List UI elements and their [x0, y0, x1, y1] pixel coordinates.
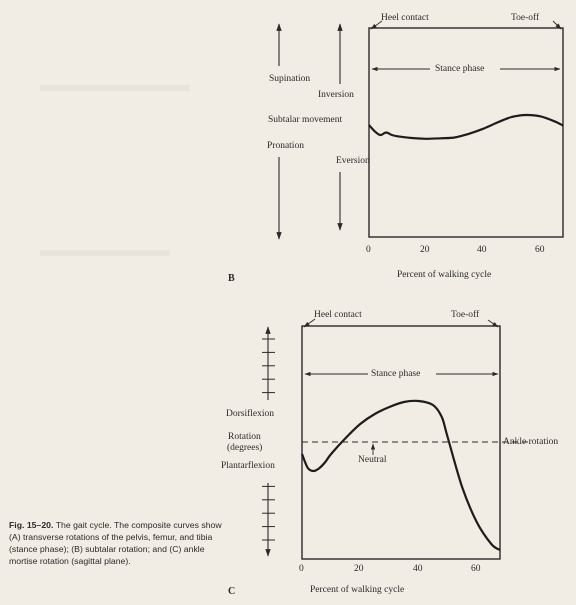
panel-b-heel-contact-label: Heel contact — [381, 13, 429, 23]
panel-c-x-axis-label: Percent of walking cycle — [310, 585, 405, 595]
panel-c-degrees-label: (degrees) — [227, 443, 263, 453]
panel-c-tick-40: 40 — [413, 564, 423, 574]
panel-b-tick-60: 60 — [535, 245, 545, 255]
panel-c-frame — [302, 326, 500, 559]
panel-b-tick-40: 40 — [477, 245, 487, 255]
panel-c-heel-contact-label: Heel contact — [314, 310, 362, 320]
panel-c-toe-off-label: Toe-off — [451, 310, 480, 320]
panel-c-dorsiflexion-label: Dorsiflexion — [226, 409, 275, 419]
panel-c-tick-20: 20 — [354, 564, 364, 574]
panel-b-frame — [369, 28, 563, 237]
panel-b-x-axis-label: Percent of walking cycle — [397, 270, 492, 280]
panel-c-rotation-label: Rotation — [228, 432, 261, 442]
figure-caption-body: The gait cycle. The composite curves show (A) transverse rotations of the pelvis, femur, and tibia (stance phase); (B) subtalar rotation; and (C) ankle mortise rotation (sagittal plane). — [9, 520, 222, 566]
panel-b-subtalar-movement-label: Subtalar movement — [268, 115, 343, 125]
panel-b-inversion-label: Inversion — [318, 90, 354, 100]
panel-b-subtalar-curve — [369, 115, 563, 139]
bleed-through — [40, 85, 190, 256]
panel-c-neutral-label: Neutral — [358, 455, 387, 465]
panel-c-ankle-rotation-label: Ankle rotation — [503, 437, 559, 447]
panel-b-stance-phase-label: Stance phase — [435, 64, 485, 74]
panel-c-tick-60: 60 — [471, 564, 481, 574]
figure-caption — [9, 519, 231, 567]
panel-b-pronation-label: Pronation — [267, 141, 304, 151]
panel-c-stance-phase-label: Stance phase — [371, 369, 421, 379]
panel-b-eversion-label: Eversion — [336, 156, 370, 166]
figure-caption-label: Fig. 15–20. — [9, 520, 54, 530]
panel-b-toe-off-label: Toe-off — [511, 13, 540, 23]
panel-b-tick-20: 20 — [420, 245, 430, 255]
panel-c-plantarflexion-label: Plantarflexion — [221, 461, 275, 471]
panel-b-letter: B — [228, 273, 235, 284]
panel-b-supination-label: Supination — [269, 74, 311, 84]
panel-c-tick-0: 0 — [299, 564, 304, 574]
panel-c-letter: C — [228, 586, 236, 597]
panel-c-ankle-curve — [302, 401, 500, 550]
panel-b-tick-0: 0 — [366, 245, 371, 255]
